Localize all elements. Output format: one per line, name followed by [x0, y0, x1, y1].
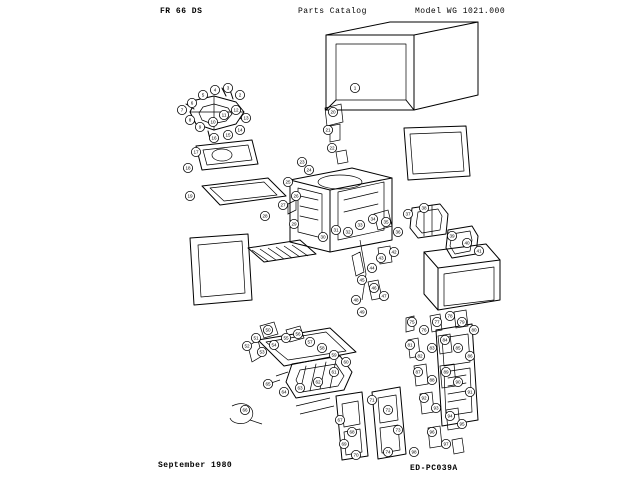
- callout-27[interactable]: [278, 200, 287, 209]
- callout-35[interactable]: [381, 217, 390, 226]
- callout-number: 88: [429, 377, 435, 383]
- callout-number: 34: [370, 216, 376, 222]
- callout-49[interactable]: [357, 307, 366, 316]
- callout-50[interactable]: [263, 325, 272, 334]
- callout-6[interactable]: [187, 98, 196, 107]
- callout-number: 24: [306, 167, 312, 173]
- callout-1[interactable]: [350, 83, 359, 92]
- callout-number: 4: [213, 87, 217, 93]
- callout-22[interactable]: [327, 143, 336, 152]
- callout-number: 38: [421, 205, 427, 211]
- callout-number: 42: [391, 249, 397, 255]
- callout-number: 91: [467, 389, 473, 395]
- callout-number: 64: [281, 389, 287, 395]
- callout-65[interactable]: [263, 379, 272, 388]
- callout-66[interactable]: [240, 405, 249, 414]
- callout-12[interactable]: [231, 105, 240, 114]
- callout-54[interactable]: [269, 340, 278, 349]
- callout-number: 92: [421, 395, 427, 401]
- callout-2[interactable]: [235, 90, 244, 99]
- callout-number: 86: [467, 353, 473, 359]
- callout-number: 1: [353, 85, 357, 91]
- callout-number: 45: [359, 277, 365, 283]
- door-outer-panel: [404, 126, 470, 180]
- callout-number: 10: [210, 119, 216, 125]
- callout-number: 43: [378, 255, 384, 261]
- callout-number: 25: [285, 179, 291, 185]
- callout-number: 71: [369, 397, 375, 403]
- callout-number: 68: [349, 429, 355, 435]
- callout-number: 83: [429, 345, 435, 351]
- callout-number: 72: [385, 407, 391, 413]
- callout-69[interactable]: [339, 439, 348, 448]
- footer-drawing-number: ED-PC039A: [410, 464, 458, 473]
- callout-26[interactable]: [291, 191, 300, 200]
- callout-number: 31: [333, 227, 339, 233]
- callout-number: 73: [395, 427, 401, 433]
- callout-number: 11: [221, 112, 227, 118]
- callout-28[interactable]: [260, 211, 269, 220]
- callout-number: 32: [345, 229, 351, 235]
- callout-14[interactable]: [235, 125, 244, 134]
- callout-number: 89: [443, 369, 449, 375]
- callout-61[interactable]: [329, 367, 338, 376]
- callout-41[interactable]: [474, 246, 483, 255]
- blower-plate: [196, 140, 258, 170]
- callout-number: 94: [447, 413, 453, 419]
- callout-number: 67: [337, 417, 343, 423]
- callout-48[interactable]: [351, 295, 360, 304]
- callout-number: 57: [307, 339, 313, 345]
- callout-77[interactable]: [432, 317, 441, 326]
- callout-number: 95: [459, 421, 465, 427]
- callout-number: 48: [353, 297, 359, 303]
- callout-37[interactable]: [403, 209, 412, 218]
- callout-number: 61: [331, 369, 337, 375]
- callout-15[interactable]: [223, 130, 232, 139]
- callout-number: 97: [443, 441, 449, 447]
- callout-number: 13: [243, 115, 249, 121]
- callout-number: 23: [299, 159, 305, 165]
- callout-number: 46: [371, 285, 377, 291]
- outer-cabinet-wrap: [326, 22, 478, 110]
- callout-44[interactable]: [367, 263, 376, 272]
- callout-number: 36: [395, 229, 401, 235]
- callout-75[interactable]: [407, 317, 416, 326]
- callout-number: 3: [226, 85, 230, 91]
- callout-8[interactable]: [185, 115, 194, 124]
- callout-40[interactable]: [462, 238, 471, 247]
- callout-number: 5: [201, 92, 205, 98]
- callout-number: 59: [331, 352, 337, 358]
- callout-number: 49: [359, 309, 365, 315]
- callout-19[interactable]: [185, 191, 194, 200]
- callout-number: 8: [188, 117, 192, 123]
- callout-number: 39: [449, 233, 455, 239]
- callout-84[interactable]: [440, 335, 449, 344]
- callout-number: 12: [233, 107, 239, 113]
- callout-46[interactable]: [369, 283, 378, 292]
- callout-9[interactable]: [195, 122, 204, 131]
- callout-number: 21: [325, 127, 331, 133]
- callout-42[interactable]: [389, 247, 398, 256]
- callout-33[interactable]: [355, 220, 364, 229]
- callout-57[interactable]: [305, 337, 314, 346]
- callout-93[interactable]: [431, 403, 440, 412]
- callout-number: 16: [211, 135, 217, 141]
- callout-36[interactable]: [393, 227, 402, 236]
- callout-86[interactable]: [465, 351, 474, 360]
- callout-number: 15: [225, 132, 231, 138]
- callout-25[interactable]: [283, 177, 292, 186]
- callout-67[interactable]: [335, 415, 344, 424]
- callout-81[interactable]: [405, 340, 414, 349]
- callout-number: 9: [198, 124, 202, 130]
- callout-number: 75: [409, 319, 415, 325]
- callout-number: 2: [238, 92, 242, 98]
- callout-number: 6: [190, 100, 194, 106]
- callout-47[interactable]: [379, 291, 388, 300]
- callout-95[interactable]: [457, 419, 466, 428]
- callout-17[interactable]: [191, 147, 200, 156]
- callout-70[interactable]: [351, 450, 360, 459]
- callout-20[interactable]: [328, 107, 337, 116]
- callout-number: 53: [259, 349, 265, 355]
- callout-3[interactable]: [223, 83, 232, 92]
- callout-number: 56: [295, 331, 301, 337]
- inner-door-frame: [190, 234, 252, 305]
- callout-83[interactable]: [427, 343, 436, 352]
- callout-number: 55: [283, 335, 289, 341]
- callout-number: 44: [369, 265, 375, 271]
- callout-63[interactable]: [295, 383, 304, 392]
- callout-number: 66: [242, 407, 248, 413]
- callout-number: 58: [319, 345, 325, 351]
- callout-80[interactable]: [469, 325, 478, 334]
- callout-29[interactable]: [289, 219, 298, 228]
- callout-30[interactable]: [318, 232, 327, 241]
- callout-53[interactable]: [257, 347, 266, 356]
- callout-45[interactable]: [357, 275, 366, 284]
- callout-number: 40: [464, 240, 470, 246]
- callout-92[interactable]: [419, 393, 428, 402]
- callout-number: 60: [343, 359, 349, 365]
- footer-date: September 1980: [158, 461, 233, 470]
- callout-34[interactable]: [368, 214, 377, 223]
- callout-number: 84: [442, 337, 448, 343]
- callout-72[interactable]: [383, 405, 392, 414]
- callout-number: 30: [320, 234, 326, 240]
- callout-16[interactable]: [209, 133, 218, 142]
- callout-number: 87: [415, 369, 421, 375]
- callout-number: 54: [271, 342, 277, 348]
- callout-52[interactable]: [242, 341, 251, 350]
- transformer-assembly: [410, 204, 448, 238]
- callout-number: 18: [185, 165, 191, 171]
- callout-number: 27: [280, 202, 286, 208]
- wiring-harness: [230, 210, 392, 424]
- oven-rack: [248, 240, 316, 262]
- callout-number: 93: [433, 405, 439, 411]
- callout-24[interactable]: [304, 165, 313, 174]
- callout-number: 26: [293, 193, 299, 199]
- callout-39[interactable]: [447, 231, 456, 240]
- callout-10[interactable]: [208, 117, 217, 126]
- callout-58[interactable]: [317, 343, 326, 352]
- callout-number: 70: [353, 452, 359, 458]
- callout-number: 80: [471, 327, 477, 333]
- callout-85[interactable]: [453, 343, 462, 352]
- callout-56[interactable]: [293, 329, 302, 338]
- callout-number: 29: [291, 221, 297, 227]
- callout-number: 74: [385, 449, 391, 455]
- callout-number: 19: [187, 193, 193, 199]
- callout-68[interactable]: [347, 427, 356, 436]
- callout-97[interactable]: [441, 439, 450, 448]
- oven-top-cover: [202, 178, 286, 205]
- callout-94[interactable]: [445, 411, 454, 420]
- header-model-code: FR 66 DS: [160, 7, 203, 16]
- callout-number: 47: [381, 293, 387, 299]
- callout-82[interactable]: [415, 351, 424, 360]
- callout-number: 35: [383, 219, 389, 225]
- callout-number: 63: [297, 385, 303, 391]
- callout-96[interactable]: [427, 427, 436, 436]
- callout-number: 50: [265, 327, 271, 333]
- callout-73[interactable]: [393, 425, 402, 434]
- callout-74[interactable]: [383, 447, 392, 456]
- callout-18[interactable]: [183, 163, 192, 172]
- callout-number: 20: [330, 109, 336, 115]
- callout-87[interactable]: [413, 367, 422, 376]
- callout-number: 33: [357, 222, 363, 228]
- callout-number: 41: [476, 248, 482, 254]
- callout-number: 98: [411, 449, 417, 455]
- callout-7[interactable]: [177, 105, 186, 114]
- callout-13[interactable]: [241, 113, 250, 122]
- callout-number: 69: [341, 441, 347, 447]
- callout-91[interactable]: [465, 387, 474, 396]
- callout-number: 85: [455, 345, 461, 351]
- callout-number: 51: [253, 335, 259, 341]
- callout-90[interactable]: [453, 377, 462, 386]
- capacitor-block: [446, 226, 478, 258]
- header-model-number: Model WG 1021.000: [415, 7, 506, 16]
- callout-5[interactable]: [198, 90, 207, 99]
- callout-number: 65: [265, 381, 271, 387]
- callout-number: 14: [237, 127, 243, 133]
- header-title: Parts Catalog: [298, 7, 367, 16]
- callout-64[interactable]: [279, 387, 288, 396]
- callout-78[interactable]: [445, 311, 454, 320]
- callout-23[interactable]: [297, 157, 306, 166]
- callout-60[interactable]: [341, 357, 350, 366]
- callout-55[interactable]: [281, 333, 290, 342]
- callout-4[interactable]: [210, 85, 219, 94]
- callout-43[interactable]: [376, 253, 385, 262]
- callout-71[interactable]: [367, 395, 376, 404]
- callout-62[interactable]: [313, 377, 322, 386]
- callout-number: 82: [417, 353, 423, 359]
- callout-number: 37: [405, 211, 411, 217]
- callout-number: 52: [244, 343, 250, 349]
- callout-79[interactable]: [457, 317, 466, 326]
- callout-number: 77: [434, 319, 440, 325]
- callout-number: 17: [193, 149, 199, 155]
- callout-number: 62: [315, 379, 321, 385]
- callout-number: 22: [329, 145, 335, 151]
- callout-31[interactable]: [331, 225, 340, 234]
- callout-number: 81: [407, 342, 413, 348]
- callout-number: 28: [262, 213, 268, 219]
- callout-76[interactable]: [419, 325, 428, 334]
- callout-98[interactable]: [409, 447, 418, 456]
- callout-21[interactable]: [323, 125, 332, 134]
- callout-32[interactable]: [343, 227, 352, 236]
- callout-number: 78: [447, 313, 453, 319]
- right-side-panel: [424, 244, 500, 310]
- callout-38[interactable]: [419, 203, 428, 212]
- callout-89[interactable]: [441, 367, 450, 376]
- oven-cavity: [290, 168, 392, 252]
- callout-11[interactable]: [219, 110, 228, 119]
- callout-number: 90: [455, 379, 461, 385]
- callout-number: 96: [429, 429, 435, 435]
- callout-number: 7: [180, 107, 184, 113]
- callout-59[interactable]: [329, 350, 338, 359]
- callout-number: 76: [421, 327, 427, 333]
- callout-number: 79: [459, 319, 465, 325]
- callout-51[interactable]: [251, 333, 260, 342]
- callout-88[interactable]: [427, 375, 436, 384]
